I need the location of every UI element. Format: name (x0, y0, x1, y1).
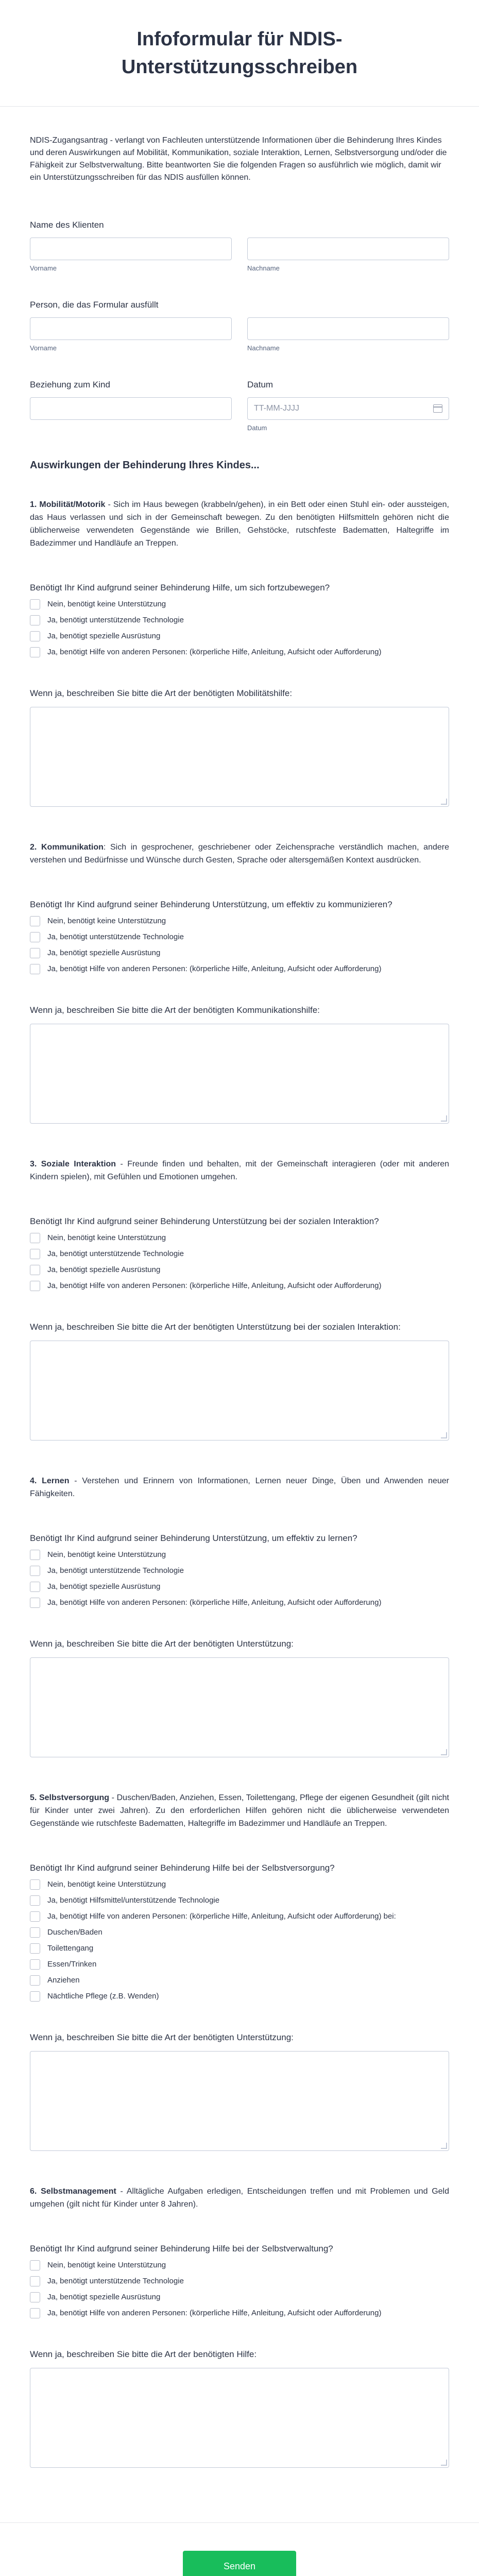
textarea-label: Wenn ja, beschreiben Sie bitte die Art der benötigten Hilfe: (30, 2349, 257, 2359)
checkbox[interactable] (30, 1943, 40, 1954)
checkbox-option[interactable] (30, 1959, 449, 1970)
calendar-icon[interactable] (433, 404, 442, 413)
checkbox[interactable] (30, 2260, 40, 2270)
impact-section (30, 498, 449, 807)
checkbox-option[interactable] (30, 647, 449, 657)
section-description-text: - Freunde finden und behalten, mit der Gemeinschaft interagieren (oder mit anderen Kindern spielen), mit Gefühlen und Emotionen umgehen. (30, 1160, 450, 1181)
checkbox-option[interactable] (30, 2276, 449, 2286)
date-label: Datum (247, 380, 273, 389)
checkbox-label: Ja, benötigt spezielle Ausrüstung (47, 1265, 161, 1274)
client-name-group (30, 220, 449, 272)
impact-section (30, 841, 449, 1124)
impact-section (30, 1158, 449, 1440)
impact-section (30, 1791, 449, 2151)
textarea-label: Wenn ja, beschreiben Sie bitte die Art der benötigten Unterstützung: (30, 2032, 294, 2042)
checkbox-option[interactable] (30, 1249, 449, 1259)
textarea-block (30, 1638, 449, 1757)
checkbox[interactable] (30, 932, 40, 942)
checkbox[interactable] (30, 1598, 40, 1608)
checkbox-label: Ja, benötigt spezielle Ausrüstung (47, 948, 161, 957)
textarea-block (30, 2031, 449, 2151)
section-description-text: - Verstehen und Erinnern von Informationen, Lernen neuer Dinge, Üben und Anwenden neuer Fähigkeiten. (30, 1477, 449, 1498)
date-input[interactable] (247, 397, 449, 420)
checkbox[interactable] (30, 647, 40, 657)
resize-handle-icon[interactable] (441, 799, 447, 805)
impact-section (30, 1475, 449, 1757)
form-title: Infoformular für NDIS-Unterstützungsschreiben (121, 28, 358, 78)
description-textarea[interactable] (30, 2051, 449, 2151)
textarea-block (30, 1004, 449, 1124)
section-question: Benötigt Ihr Kind aufgrund seiner Behinderung Unterstützung, um effektiv zu lernen? (30, 1533, 357, 1543)
checkbox-label: Nein, benötigt keine Unterstützung (47, 1550, 166, 1559)
checkbox[interactable] (30, 1582, 40, 1592)
checkbox-group (30, 2260, 449, 2318)
textarea-label: Wenn ja, beschreiben Sie bitte die Art der benötigten Kommunikationshilfe: (30, 1005, 320, 1015)
checkbox[interactable] (30, 1249, 40, 1259)
checkbox-label: Ja, benötigt Hilfe von anderen Personen: (körperliche Hilfe, Anleitung, Aufsicht oder Aufforderung) (47, 2309, 382, 2317)
checkbox-option[interactable] (30, 1598, 449, 1608)
textarea-block (30, 2348, 449, 2468)
checkbox[interactable] (30, 1233, 40, 1243)
section-description (30, 2185, 449, 2211)
filler-name-group (30, 300, 449, 352)
checkbox-option[interactable] (30, 948, 449, 958)
checkbox[interactable] (30, 1911, 40, 1922)
checkbox-label: Ja, benötigt unterstützende Technologie (47, 2277, 184, 2285)
checkbox-label: Toilettengang (47, 1944, 94, 1953)
section-heading: 1. Mobilität/Motorik (30, 500, 106, 509)
checkbox[interactable] (30, 2292, 40, 2302)
section-question: Benötigt Ihr Kind aufgrund seiner Behinderung Unterstützung, um effektiv zu kommunizieren? (30, 900, 392, 909)
impact-sections (30, 498, 449, 2468)
checkbox[interactable] (30, 1281, 40, 1291)
section-heading: 3. Soziale Interaktion (30, 1160, 116, 1168)
checkbox-option[interactable] (30, 631, 449, 641)
checkbox-option[interactable] (30, 1911, 449, 1922)
checkbox-option[interactable] (30, 1975, 449, 1986)
checkbox-option[interactable] (30, 1943, 449, 1954)
description-textarea[interactable] (30, 1341, 449, 1440)
checkbox-option[interactable] (30, 1927, 449, 1938)
checkbox-option[interactable] (30, 1582, 449, 1592)
checkbox-label: Nein, benötigt keine Unterstützung (47, 2261, 166, 2269)
checkbox[interactable] (30, 1991, 40, 2002)
checkbox-label: Ja, benötigt unterstützende Technologie (47, 1566, 184, 1575)
relation-date-group (30, 380, 449, 432)
checkbox-label: Ja, benötigt Hilfe von anderen Personen: (körperliche Hilfe, Anleitung, Aufsicht oder Aufforderung) (47, 964, 382, 973)
checkbox-group (30, 916, 449, 974)
checkbox-label: Anziehen (47, 1976, 80, 1985)
description-textarea[interactable] (30, 707, 449, 807)
textarea-label: Wenn ja, beschreiben Sie bitte die Art der benötigten Unterstützung: (30, 1639, 294, 1649)
impact-title: Auswirkungen der Behinderung Ihres Kindes... (30, 460, 260, 471)
checkbox-label: Ja, benötigt spezielle Ausrüstung (47, 2293, 161, 2301)
resize-handle-icon[interactable] (441, 2143, 447, 2149)
description-textarea[interactable] (30, 1657, 449, 1757)
impact-section (30, 2185, 449, 2468)
description-textarea[interactable] (30, 1024, 449, 1124)
client-first-name-sublabel: Vorname (30, 264, 57, 272)
resize-handle-icon[interactable] (441, 1432, 447, 1438)
checkbox[interactable] (30, 1927, 40, 1938)
resize-handle-icon[interactable] (441, 1749, 447, 1755)
resize-handle-icon[interactable] (441, 1115, 447, 1122)
section-description (30, 498, 449, 550)
relation-label: Beziehung zum Kind (30, 380, 110, 389)
checkbox-option[interactable] (30, 1233, 449, 1243)
textarea-block (30, 687, 449, 807)
checkbox-label: Ja, benötigt Hilfe von anderen Personen: (körperliche Hilfe, Anleitung, Aufsicht oder Aufforderung) (47, 648, 382, 656)
checkbox-group (30, 1233, 449, 1291)
client-first-name-input[interactable] (30, 238, 232, 260)
checkbox-option[interactable] (30, 2292, 449, 2302)
checkbox-label: Ja, benötigt Hilfsmittel/unterstützende Technologie (47, 1896, 220, 1905)
checkbox-label: Ja, benötigt spezielle Ausrüstung (47, 632, 161, 640)
checkbox[interactable] (30, 615, 40, 625)
checkbox-label: Ja, benötigt unterstützende Technologie (47, 616, 184, 624)
checkbox-option[interactable] (30, 1281, 449, 1291)
checkbox-label: Nächtliche Pflege (z.B. Wenden) (47, 1992, 159, 2001)
section-description-text: : Sich in gesprochener, geschriebener oder Zeichensprache verständlich machen, andere verstehen und Bedürfnisse und Wünsche durch Gesten, Sprache oder altersgemäßen Kontext ausdrücken. (30, 843, 449, 865)
checkbox-label: Essen/Trinken (47, 1960, 97, 1969)
filler-first-name-sublabel: Vorname (30, 344, 57, 352)
section-heading: 4. Lernen (30, 1477, 70, 1485)
checkbox-option[interactable] (30, 599, 449, 609)
section-heading: 6. Selbstmanagement (30, 2187, 116, 2196)
filler-name-label: Person, die das Formular ausfüllt (30, 300, 159, 310)
checkbox-label: Ja, benötigt spezielle Ausrüstung (47, 1582, 161, 1591)
checkbox-label: Nein, benötigt keine Unterstützung (47, 917, 166, 925)
filler-last-name-input[interactable] (247, 317, 449, 340)
intro-text: NDIS-Zugangsantrag - verlangt von Fachleuten unterstützende Informationen über die Behinderung Ihres Kindes und deren Auswirkungen auf Mobilität, Kommunikation, soziale Interaktion, Lernen, Selbstversorgung und/oder die Fähigkeit zur Selbstverwaltung. Bitte beantworten Sie die folgenden Fragen so ausführlich wie möglich, damit wir ein Unterstützungsschreiben für das NDIS ausfüllen können. (30, 136, 447, 182)
checkbox-label: Ja, benötigt Hilfe von anderen Personen: (körperliche Hilfe, Anleitung, Aufsicht oder Aufforderung) (47, 1598, 382, 1607)
checkbox[interactable] (30, 1895, 40, 1906)
form-footer (0, 2522, 479, 2576)
section-description-text: - Duschen/Baden, Anziehen, Essen, Toilettengang, Pflege der eigenen Gesundheit (gilt nicht für Kinder unter zwei Jahren). Zu den erforderlichen Hilfen gehören nicht die üblicherweise verwendeten Gegenstände wie rutschfeste Badematten, Haltegriffe im Badezimmer und Handläufe an Treppen. (30, 1793, 449, 1828)
checkbox-group (30, 1550, 449, 1608)
date-sublabel: Datum (247, 424, 267, 432)
checkbox[interactable] (30, 631, 40, 641)
section-heading: 5. Selbstversorgung (30, 1793, 110, 1802)
checkbox[interactable] (30, 1879, 40, 1890)
section-question: Benötigt Ihr Kind aufgrund seiner Behinderung Hilfe bei der Selbstversorgung? (30, 1863, 335, 1873)
checkbox-option[interactable] (30, 1566, 449, 1576)
textarea-label: Wenn ja, beschreiben Sie bitte die Art der benötigten Mobilitätshilfe: (30, 688, 293, 698)
checkbox-label: Nein, benötigt keine Unterstützung (47, 1880, 166, 1889)
checkbox[interactable] (30, 1959, 40, 1970)
client-last-name-sublabel: Nachname (247, 264, 280, 272)
checkbox[interactable] (30, 599, 40, 609)
checkbox-option[interactable] (30, 1879, 449, 1890)
checkbox-option[interactable] (30, 1991, 449, 2002)
checkbox[interactable] (30, 1975, 40, 1986)
filler-last-name-sublabel: Nachname (247, 344, 280, 352)
checkbox-label: Nein, benötigt keine Unterstützung (47, 1233, 166, 1242)
filler-first-name-input[interactable] (30, 317, 232, 340)
textarea-block (30, 1321, 449, 1440)
section-description-text: - Alltägliche Aufgaben erledigen, Entscheidungen treffen und mit Problemen und Geld umgehen (gilt nicht für Kinder unter 8 Jahren). (30, 2187, 450, 2209)
checkbox-option[interactable] (30, 932, 449, 942)
section-heading: 2. Kommunikation (30, 843, 104, 852)
textarea-label: Wenn ja, beschreiben Sie bitte die Art der benötigten Unterstützung bei der sozialen Interaktion: (30, 1322, 401, 1332)
checkbox-group (30, 599, 449, 657)
checkbox[interactable] (30, 1566, 40, 1576)
checkbox-option[interactable] (30, 2260, 449, 2270)
checkbox-label: Nein, benötigt keine Unterstützung (47, 600, 166, 608)
submit-button[interactable]: Senden (183, 2551, 296, 2576)
checkbox-option[interactable] (30, 964, 449, 974)
date-placeholder: TT-MM-JJJJ (254, 404, 299, 413)
resize-handle-icon[interactable] (441, 2460, 447, 2466)
checkbox-label: Ja, benötigt Hilfe von anderen Personen: (körperliche Hilfe, Anleitung, Aufsicht oder Aufforderung) bei: (47, 1912, 396, 1921)
section-description (30, 1158, 449, 1183)
checkbox[interactable] (30, 2308, 40, 2318)
checkbox[interactable] (30, 964, 40, 974)
checkbox-option[interactable] (30, 1550, 449, 1560)
section-question: Benötigt Ihr Kind aufgrund seiner Behinderung Hilfe, um sich fortzubewegen? (30, 583, 330, 592)
checkbox-option[interactable] (30, 1895, 449, 1906)
checkbox[interactable] (30, 1550, 40, 1560)
checkbox-label: Ja, benötigt unterstützende Technologie (47, 933, 184, 941)
checkbox[interactable] (30, 2276, 40, 2286)
checkbox-group (30, 1879, 449, 2002)
checkbox-option[interactable] (30, 1265, 449, 1275)
checkbox-label: Ja, benötigt Hilfe von anderen Personen: (körperliche Hilfe, Anleitung, Aufsicht oder Aufforderung) (47, 1281, 382, 1290)
section-question: Benötigt Ihr Kind aufgrund seiner Behinderung Unterstützung bei der sozialen Interaktion? (30, 1216, 379, 1226)
checkbox[interactable] (30, 916, 40, 926)
checkbox-label: Duschen/Baden (47, 1928, 102, 1937)
checkbox[interactable] (30, 948, 40, 958)
checkbox-option[interactable] (30, 615, 449, 625)
section-description (30, 1791, 449, 1830)
relation-input[interactable] (30, 397, 232, 420)
checkbox-option[interactable] (30, 916, 449, 926)
checkbox-option[interactable] (30, 2308, 449, 2318)
client-last-name-input[interactable] (247, 238, 449, 260)
section-description (30, 841, 449, 867)
form-content (0, 107, 479, 2522)
checkbox-label: Ja, benötigt unterstützende Technologie (47, 1249, 184, 1258)
section-question: Benötigt Ihr Kind aufgrund seiner Behinderung Hilfe bei der Selbstverwaltung? (30, 2244, 333, 2253)
checkbox[interactable] (30, 1265, 40, 1275)
description-textarea[interactable] (30, 2368, 449, 2468)
form-header (0, 0, 479, 107)
section-description (30, 1475, 449, 1500)
client-name-label: Name des Klienten (30, 220, 104, 230)
section-description-text: - Sich im Haus bewegen (krabbeln/gehen), in ein Bett oder einen Stuhl ein- oder aussteigen, das Haus verlassen und sich in der Gemeinschaft bewegen. Zu den benötigten Hilfsmitteln gehören nicht die üblicherweise verwendeten Gegenstände wie Brillen, Gehstöcke, rutschfeste Badematten, Haltegriffe im Badezimmer und Handläufe an Treppen. (30, 500, 449, 548)
